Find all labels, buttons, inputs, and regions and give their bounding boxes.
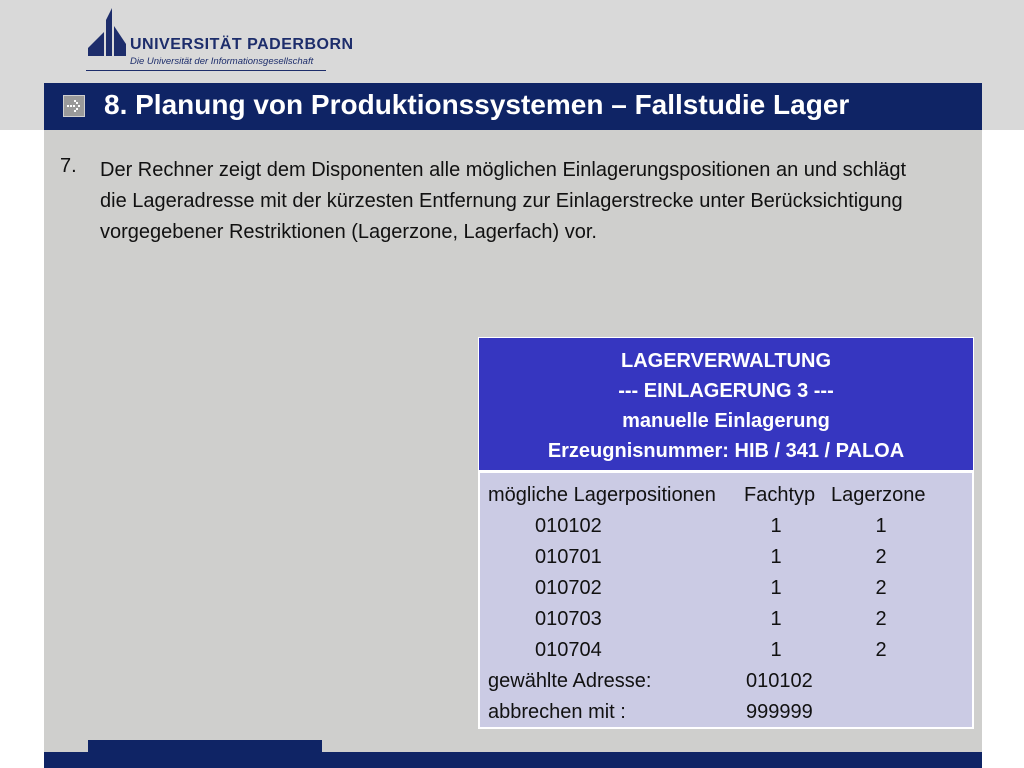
left-margin [0,130,44,768]
cell-position: 010703 [535,608,602,630]
cell-fachtyp: 1 [770,577,782,599]
table-row[interactable] [480,542,972,573]
panel-product-number: Erzeugnisnummer: HIB / 341 / PALOA [547,440,905,462]
column-header-lagerzone: Lagerzone [831,484,926,506]
cell-position: 010704 [535,639,602,661]
cell-position: 010102 [535,515,602,537]
university-name: UNIVERSITÄT PADERBORN [130,36,354,53]
cell-fachtyp: 1 [770,608,782,630]
cell-lagerzone: 2 [875,639,887,661]
cell-fachtyp: 1 [770,639,782,661]
cell-fachtyp: 1 [770,515,782,537]
footer-bar [44,752,982,768]
panel-body [478,471,974,729]
table-row[interactable] [480,604,972,635]
list-item-number: 7. [60,155,77,177]
slide-title: 8. Planung von Produktionssystemen – Fallstudie Lager [104,89,850,120]
panel-subtitle: --- EINLAGERUNG 3 --- [618,380,834,402]
cell-fachtyp: 1 [770,546,782,568]
cell-position: 010701 [535,546,602,568]
panel-title: LAGERVERWALTUNG [620,350,831,372]
column-header-position: mögliche Lagerpositionen [488,484,716,506]
table-row[interactable] [480,511,972,542]
cancel-row [480,697,972,728]
panel-mode: manuelle Einlagerung [622,410,830,432]
table-row[interactable] [480,573,972,604]
table-header-row [480,480,972,511]
text-line: Der Rechner zeigt dem Disponenten alle möglichen Einlagerungspositionen an und schlägt [100,159,907,181]
selected-address-label: gewählte Adresse: [488,670,652,692]
column-header-fachtyp: Fachtyp [744,484,816,506]
cell-position: 010702 [535,577,602,599]
text-line: die Lageradresse mit der kürzesten Entfernung zur Einlagerstrecke unter Berücksichtigung [100,190,903,212]
right-margin [982,130,1024,768]
selected-address-row [480,666,972,697]
cancel-value[interactable]: 999999 [746,701,813,723]
selected-address-value[interactable]: 010102 [746,670,813,692]
arrow-right-icon [63,95,85,117]
cell-lagerzone: 2 [875,577,887,599]
cell-lagerzone: 1 [875,515,887,537]
logo-rule [86,70,326,71]
cell-lagerzone: 2 [875,608,887,630]
panel-header [478,337,974,471]
cancel-label: abbrechen mit : [488,701,626,723]
cell-lagerzone: 2 [875,546,887,568]
list-item-text [100,155,960,248]
text-line: vorgegebener Restriktionen (Lagerzone, Lagerfach) vor. [100,221,597,243]
university-tagline: Die Universität der Informationsgesellschaft [130,56,314,67]
table-row[interactable] [480,635,972,666]
footer-tab [88,740,322,752]
